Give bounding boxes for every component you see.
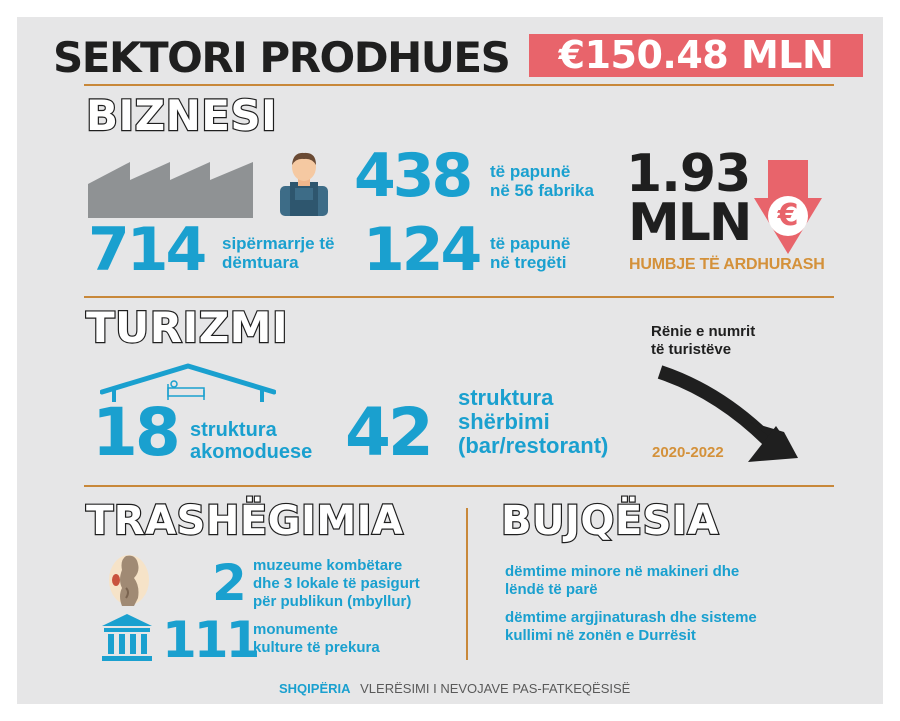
unemployed-factories-value: 438 xyxy=(354,141,471,211)
divider xyxy=(84,485,834,487)
section-heading-bujqesia: BUJQËSIA xyxy=(501,498,719,544)
section-heading-trashegimia: TRASHËGIMIA xyxy=(86,498,404,544)
service-value: 42 xyxy=(345,394,431,471)
monuments-value: 111 xyxy=(162,611,258,669)
euro-symbol: € xyxy=(768,196,808,236)
tourist-decline-label: Rënie e numrit të turistëve xyxy=(651,323,756,358)
income-loss-label: HUMBJE TË ARDHURASH xyxy=(629,256,825,273)
statue-icon xyxy=(104,552,154,608)
divider xyxy=(84,296,834,298)
footer-country: SHQIPËRIA xyxy=(279,681,351,696)
income-loss-unit: MLN xyxy=(628,193,751,253)
vertical-divider xyxy=(466,508,468,660)
accommodation-label: struktura akomoduese xyxy=(190,419,313,463)
worker-icon xyxy=(276,152,332,216)
factory-icon xyxy=(88,162,253,218)
agriculture-item-embankments: dëmtime argjinaturash dhe sisteme kullimi në zonën e Durrësit xyxy=(505,609,757,644)
employers-value: 714 xyxy=(88,215,205,285)
footer-subtitle: VLERËSIMI I NEVOJAVE PAS-FATKEQËSISË xyxy=(360,681,631,696)
unemployed-trade-value: 124 xyxy=(363,215,480,285)
museums-value: 2 xyxy=(212,554,244,612)
income-loss-value: 1.93 xyxy=(626,144,751,204)
section-heading-biznesi: BIZNESI xyxy=(86,91,278,140)
service-label: struktura shërbimi (bar/restorant) xyxy=(458,385,609,458)
museum-building-icon xyxy=(100,612,154,662)
page-title: SEKTORI PRODHUES xyxy=(53,33,510,82)
museums-label: muzeume kombëtare dhe 3 lokale të pasigurt për publikun (mbyllur) xyxy=(253,557,420,610)
employers-label: sipërmarrje të dëmtuara xyxy=(222,234,335,272)
unemployed-trade-label: të papunë në tregëti xyxy=(490,234,571,272)
unemployed-factories-label: të papunë në 56 fabrika xyxy=(490,162,594,200)
divider xyxy=(84,84,834,86)
total-amount-badge: €150.48 MLN xyxy=(529,34,863,77)
decline-period: 2020-2022 xyxy=(652,444,724,461)
accommodation-value: 18 xyxy=(92,394,178,471)
section-heading-turizmi: TURIZMI xyxy=(86,303,289,352)
footer xyxy=(279,681,630,696)
monuments-label: monumente kulture të prekura xyxy=(253,621,380,656)
agriculture-item-machinery: dëmtime minore në makineri dhe lëndë të parë xyxy=(505,563,740,598)
